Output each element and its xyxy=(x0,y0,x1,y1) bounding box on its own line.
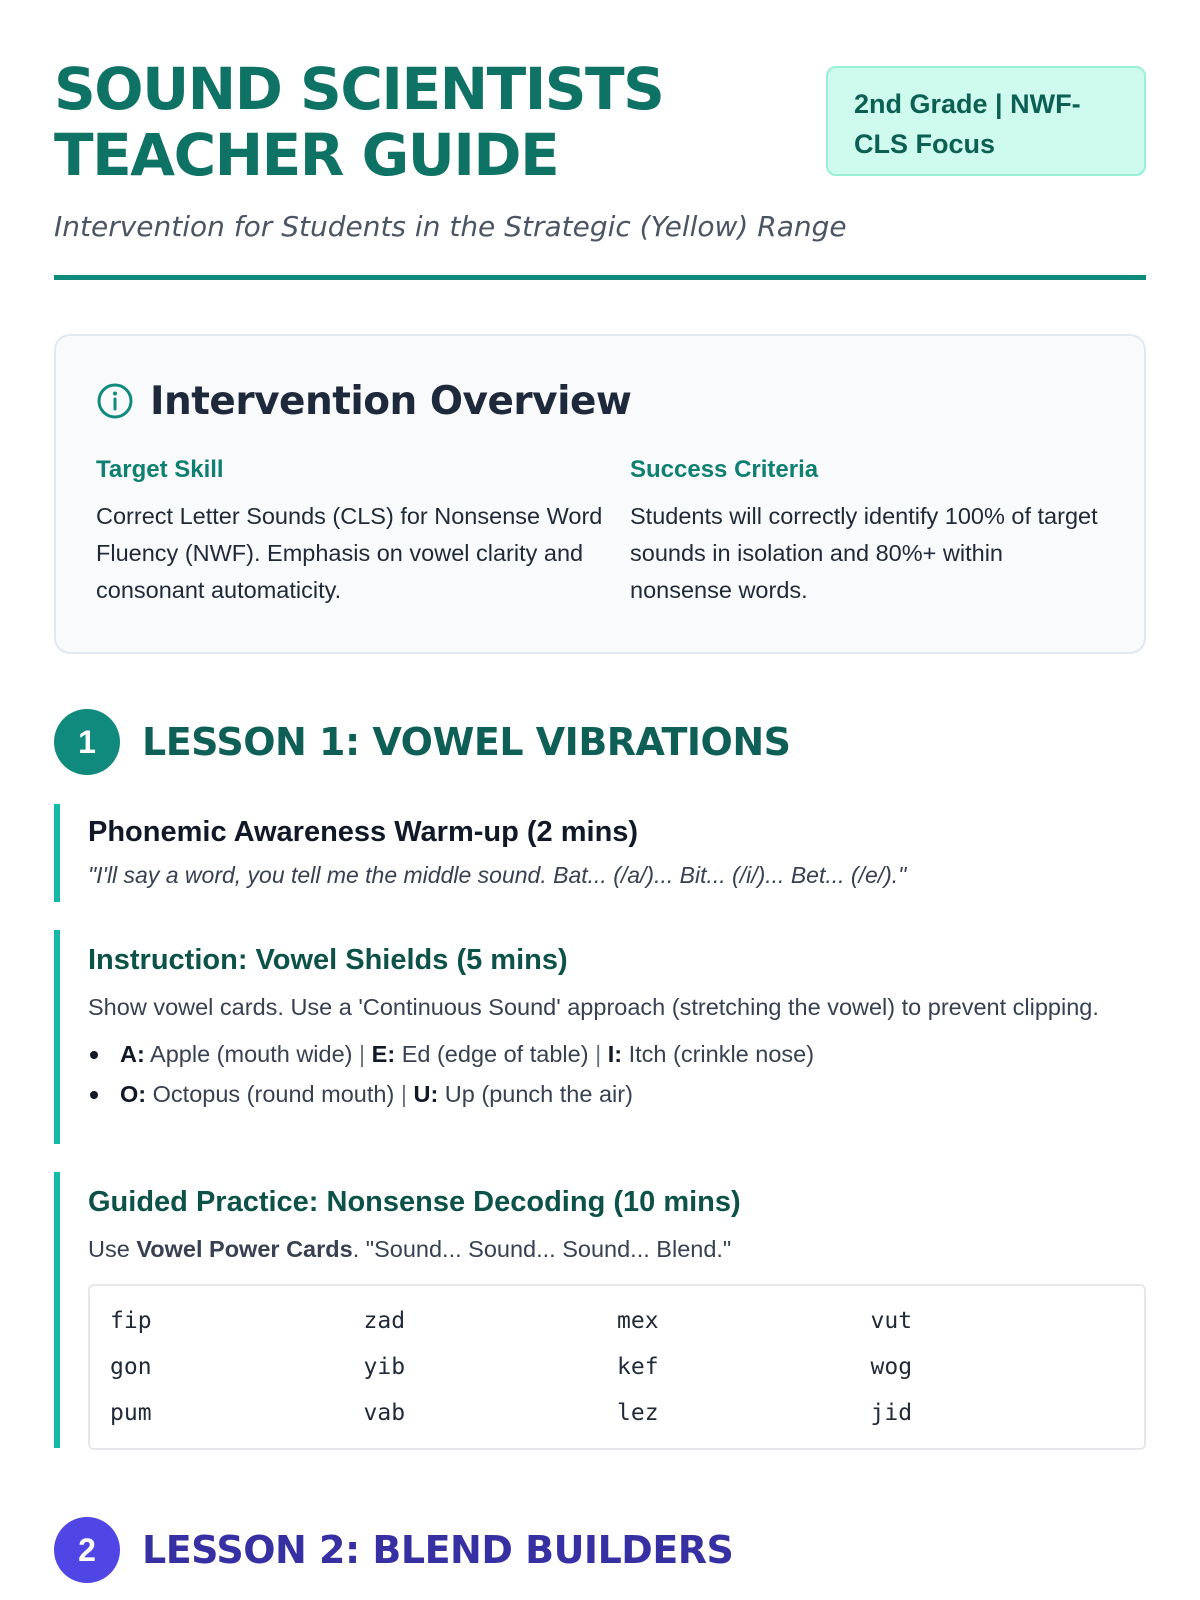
overview-heading xyxy=(96,376,1104,426)
nonsense-word: fip xyxy=(110,1308,152,1334)
grade-badge: 2nd Grade | NWF-CLS Focus xyxy=(826,66,1146,176)
lesson-2-number-badge: 2 xyxy=(54,1517,120,1583)
text-suffix: . "Sound... Sound... Sound... Blend." xyxy=(352,1236,732,1262)
target-skill-label: Target Skill xyxy=(96,456,224,483)
guided-practice-section xyxy=(54,1172,1146,1448)
text-prefix: Use xyxy=(88,1236,137,1262)
target-skill-column xyxy=(96,456,630,609)
vowel-letter: A: xyxy=(120,1041,145,1067)
vowel-cue: Itch (crinkle nose) xyxy=(628,1041,815,1067)
nonsense-word: gon xyxy=(110,1354,152,1380)
guided-practice-title: Guided Practice: Nonsense Decoding (10 mins) xyxy=(88,1186,741,1218)
separator: | xyxy=(359,1041,366,1067)
guide-header xyxy=(54,0,1146,280)
vowel-cue: Ed (edge of table) xyxy=(401,1041,589,1067)
lesson-1-number-badge: 1 xyxy=(54,709,120,775)
nonsense-word: yib xyxy=(363,1354,406,1380)
guided-practice-text xyxy=(88,1232,1146,1266)
nonsense-word: kef xyxy=(617,1354,659,1380)
vowel-cue: Up (punch the air) xyxy=(444,1081,633,1107)
instruction-text: Show vowel cards. Use a 'Continuous Sound' approach (stretching the vowel) to prevent clipping. xyxy=(88,994,1099,1020)
vowel-cue: Apple (mouth wide) xyxy=(150,1041,353,1067)
nonsense-word-grid xyxy=(88,1284,1146,1450)
nonsense-word: mex xyxy=(617,1308,659,1334)
page-subtitle: Intervention for Students in the Strategic (Yellow) Range xyxy=(54,210,847,243)
instruction-section xyxy=(54,930,1146,1144)
nonsense-word: wog xyxy=(870,1354,913,1380)
warmup-section xyxy=(54,804,1146,902)
vowel-list xyxy=(88,1034,1146,1114)
success-criteria-text: Students will correctly identify 100% of target sounds in isolation and 80%+ within nonsense words. xyxy=(630,503,1098,603)
warmup-title: Phonemic Awareness Warm-up (2 mins) xyxy=(88,816,639,848)
vowel-letter: I: xyxy=(607,1041,623,1067)
overview-title: Intervention Overview xyxy=(150,378,632,424)
success-criteria-column xyxy=(630,456,1104,609)
lesson-2-title: LESSON 2: BLEND BUILDERS xyxy=(142,1528,734,1572)
nonsense-word: zad xyxy=(363,1308,406,1334)
nonsense-word: lez xyxy=(617,1400,659,1426)
list-item xyxy=(88,1034,1146,1074)
intervention-overview-card xyxy=(54,334,1146,654)
vowel-letter: E: xyxy=(371,1041,396,1067)
lesson-2-heading xyxy=(54,1516,1146,1584)
instruction-title: Instruction: Vowel Shields (5 mins) xyxy=(88,944,568,976)
warmup-script: "I'll say a word, you tell me the middle sound. Bat... (/a/)... Bit... (/i/)... Bet... (/e/)." xyxy=(88,862,907,888)
lesson-1-heading xyxy=(54,708,1146,776)
nonsense-word: pum xyxy=(110,1400,152,1426)
target-skill-text: Correct Letter Sounds (CLS) for Nonsense Word Fluency (NWF). Emphasis on vowel clarity and consonant automaticity. xyxy=(96,503,603,603)
list-item xyxy=(88,1074,1146,1114)
page-title: SOUND SCIENTISTS TEACHER GUIDE xyxy=(54,55,664,189)
lesson-1-title: LESSON 1: VOWEL VIBRATIONS xyxy=(142,720,791,764)
nonsense-word: vut xyxy=(870,1308,913,1334)
vowel-cue: Octopus (round mouth) xyxy=(152,1081,395,1107)
info-icon xyxy=(96,382,134,420)
nonsense-word: jid xyxy=(870,1400,913,1426)
success-criteria-label: Success Criteria xyxy=(630,456,819,483)
vowel-letter: U: xyxy=(413,1081,439,1107)
vowel-letter: O: xyxy=(120,1081,147,1107)
vowel-power-cards-label: Vowel Power Cards xyxy=(136,1236,353,1262)
separator: | xyxy=(400,1081,407,1107)
nonsense-word: vab xyxy=(363,1400,406,1426)
separator: | xyxy=(595,1041,602,1067)
